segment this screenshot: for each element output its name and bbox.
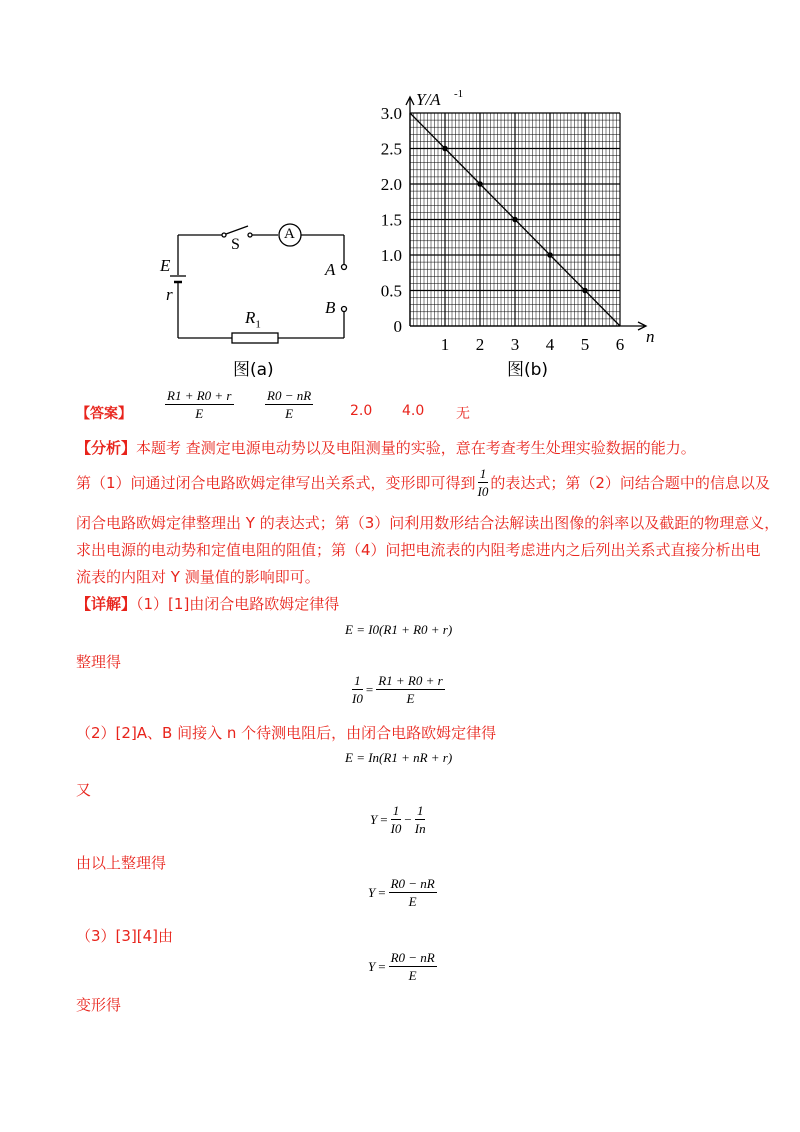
- answer-value-1: 2.0: [350, 403, 373, 419]
- answer-formula-2: $\frac{R0 - nR}{E}$: [267, 388, 312, 421]
- x-tick-label: 5: [580, 335, 590, 354]
- data-point: [582, 288, 588, 294]
- detail-line-3: （2）[2]A、B 间接入 n 个待测电阻后，由闭合电路欧姆定律得: [76, 724, 497, 742]
- x-tick-label: 3: [510, 335, 520, 354]
- y-tick-label: 2.0: [380, 175, 402, 194]
- y-tick-label: 0.5: [380, 281, 402, 301]
- x-tick-label: 1: [440, 335, 450, 354]
- figure-b-caption: 图(b): [507, 360, 549, 380]
- y-axis-label-sup: -1: [454, 88, 464, 100]
- detail-line-5: 由以上整理得: [76, 854, 167, 872]
- x-tick-label: 6: [615, 335, 625, 354]
- x-tick-label: 2: [475, 335, 485, 354]
- answer-value-2: 4.0: [402, 403, 425, 419]
- internal-r-label: r: [166, 285, 173, 304]
- equation-6: Y = $\frac{R0 - nR}{E}$: [368, 950, 435, 983]
- terminal-b-label: B: [325, 298, 336, 317]
- equation-1: E = I0(R1 + R0 + r): [345, 622, 453, 637]
- analysis-line-3: 闭合电路欧姆定律整理出 Y 的表达式；第（3）问利用数形结合法解读出图像的斜率以及截距的物理意义，: [76, 514, 780, 532]
- detail-line-6: （3）[3][4]由: [76, 927, 174, 945]
- equation-2: $\frac{1}{I0}$ = $\frac{R1 + R0 + r}{E}$: [352, 673, 443, 706]
- ammeter-label: A: [284, 226, 295, 242]
- y-tick-label: 3.0: [380, 104, 402, 123]
- switch-label: S: [231, 236, 240, 253]
- analysis-line-1: 【分析】本题考 查测定电源电动势以及电阻测量的实验，意在考查考生处理实验数据的能力。: [76, 439, 696, 457]
- data-point: [442, 146, 448, 152]
- x-axis-label: n: [646, 327, 655, 346]
- data-point: [477, 181, 483, 187]
- answer-formula-1: $\frac{R1 + R0 + r}{E}$: [167, 388, 232, 421]
- detail-line-1: 【详解】（1）[1]由闭合电路欧姆定律得: [76, 595, 340, 613]
- y-tick-label: 1.0: [380, 246, 402, 265]
- detail-line-7: 变形得: [76, 996, 122, 1014]
- detail-line-4: 又: [76, 781, 92, 799]
- emf-label: E: [160, 256, 171, 275]
- figure-a-caption: 图(a): [233, 360, 274, 380]
- data-point: [512, 217, 518, 223]
- analysis-line-2: 第（1）问通过闭合电路欧姆定律写出关系式，变形即可得到 $\frac{1}{I0}$ 的表达式；第（2）问结合题中的信息以及: [76, 466, 770, 499]
- answer-value-3: 无: [456, 406, 470, 422]
- line-chart: [360, 88, 660, 358]
- equation-3: E = In(R1 + nR + r): [345, 750, 453, 765]
- y-tick-label: 2.5: [380, 139, 402, 159]
- detail-line-2: 整理得: [76, 653, 122, 671]
- x-tick-label: 4: [545, 335, 555, 354]
- analysis-line-4: 求出电源的电动势和定值电阻的阻值；第（4）问把电流表的内阻考虑进内之后列出关系式直接分析出电: [76, 541, 761, 559]
- equation-5: Y = $\frac{R0 - nR}{E}$: [368, 876, 435, 909]
- y-tick-label: 1.5: [380, 210, 402, 230]
- answer-tag: 【答案】: [76, 406, 132, 422]
- y-axis-label: Y/A: [416, 90, 441, 109]
- data-point: [547, 252, 553, 258]
- resistor-label: $R_1$: [245, 308, 261, 331]
- y-tick-label: 0: [393, 317, 402, 336]
- equation-4: Y = $\frac{1}{I0}$ − $\frac{1}{In}$: [370, 803, 426, 836]
- analysis-line-5: 流表的内阻对 Y 测量值的影响即可。: [76, 568, 320, 586]
- terminal-a-label: A: [325, 260, 336, 279]
